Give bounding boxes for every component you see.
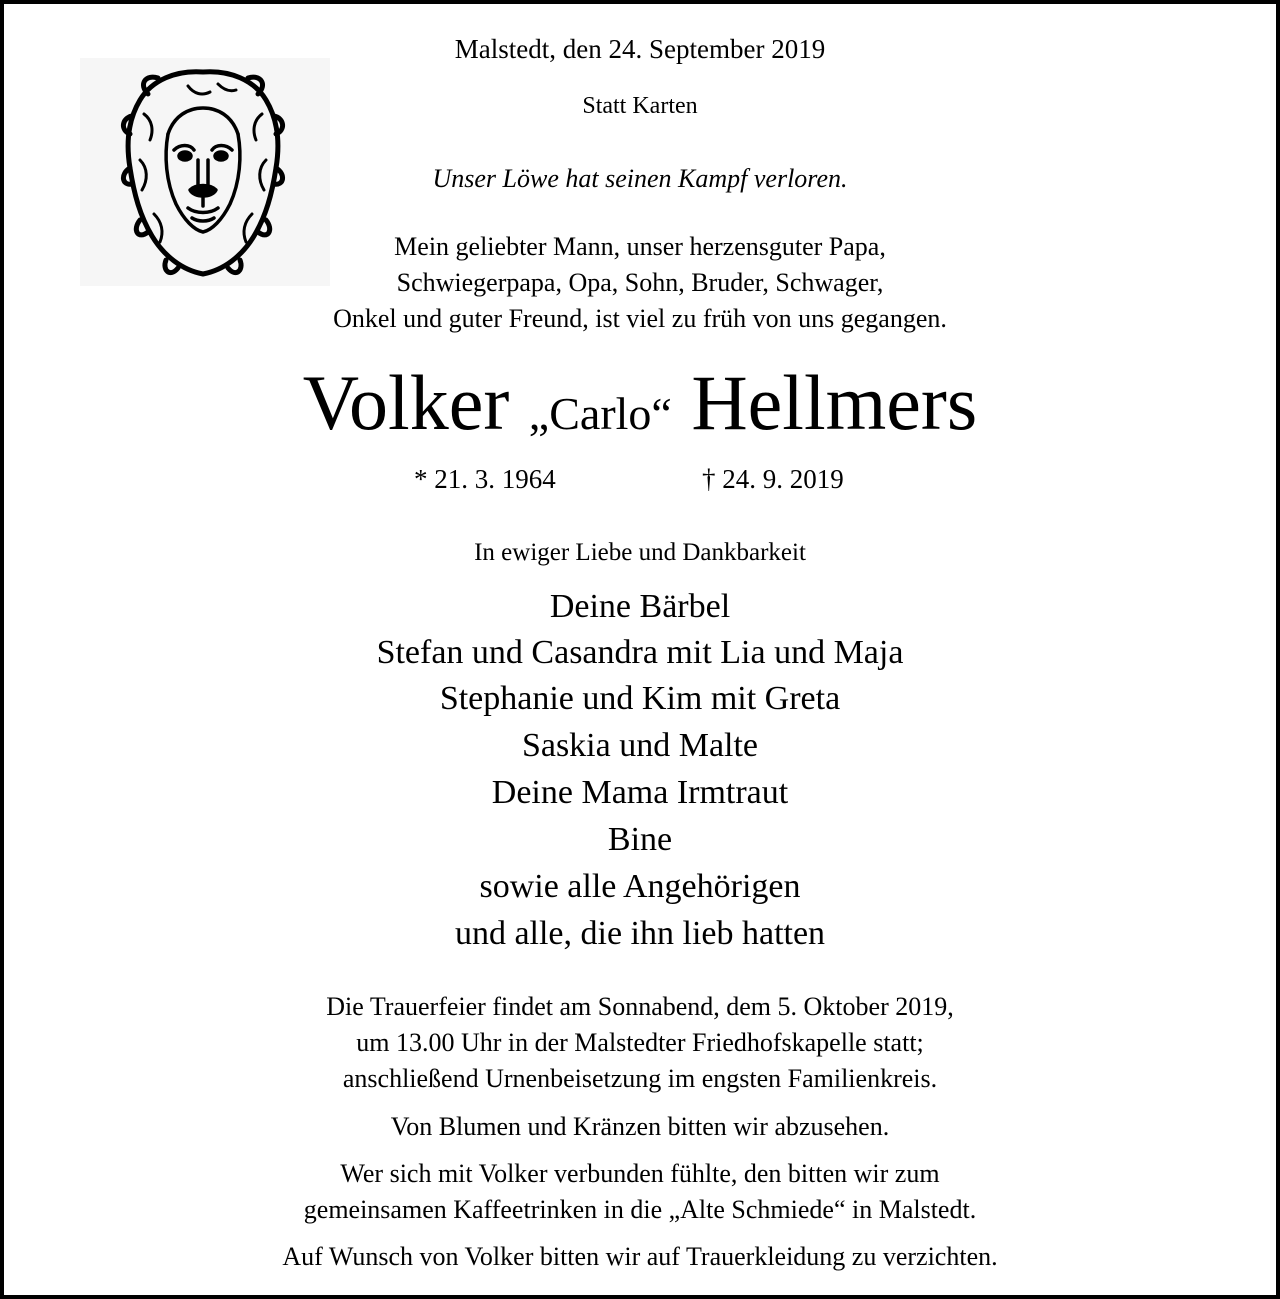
- service-line: anschließend Urnenbeisetzung im engsten Familienkreis.: [342, 1064, 938, 1093]
- intro-line: Mein geliebter Mann, unser herzensguter Papa,: [394, 232, 886, 261]
- first-name: Volker: [302, 359, 510, 446]
- dress-code-note: Auf Wunsch von Volker bitten wir auf Trauerkleidung zu verzichten.: [282, 1242, 998, 1271]
- dedication: In ewiger Liebe und Dankbarkeit: [474, 539, 806, 566]
- intro-line: Onkel und guter Freund, ist viel zu früh von uns gegangen.: [333, 304, 947, 333]
- motto: Unser Löwe hat seinen Kampf verloren.: [432, 164, 848, 193]
- service-line: Die Trauerfeier findet am Sonnabend, dem 5. Oktober 2019,: [326, 992, 954, 1021]
- statt-karten-label: Statt Karten: [582, 93, 698, 119]
- intro-line: Schwiegerpapa, Opa, Sohn, Bruder, Schwager,: [396, 268, 884, 297]
- mourner-line: und alle, die ihn lieb hatten: [454, 915, 826, 952]
- service-line: um 13.00 Uhr in der Malstedter Friedhofskapelle statt;: [356, 1028, 924, 1057]
- flowers-note: Von Blumen und Kränzen bitten wir abzusehen.: [390, 1112, 890, 1141]
- place-date: Malstedt, den 24. September 2019: [454, 34, 826, 64]
- deceased-name: [4, 359, 1276, 446]
- mourner-line: Saskia und Malte: [521, 727, 759, 764]
- coffee-line: gemeinsamen Kaffeetrinken in die „Alte Schmiede“ in Malstedt.: [303, 1195, 977, 1224]
- death-date: † 24. 9. 2019: [702, 464, 844, 494]
- last-name: Hellmers: [691, 359, 978, 446]
- coffee-line: Wer sich mit Volker verbunden fühlte, den bitten wir zum: [340, 1159, 940, 1188]
- mourner-line: sowie alle Angehörigen: [479, 868, 801, 905]
- mourner-line: Bine: [607, 821, 673, 858]
- mourner-line: Deine Mama Irmtraut: [491, 774, 789, 811]
- nickname: „Carlo“: [528, 388, 672, 439]
- mourner-line: Stefan und Casandra mit Lia und Maja: [376, 634, 904, 671]
- mourner-line: Stephanie und Kim mit Greta: [439, 680, 841, 717]
- mourner-line: Deine Bärbel: [549, 588, 731, 625]
- birth-date: * 21. 3. 1964: [414, 464, 556, 494]
